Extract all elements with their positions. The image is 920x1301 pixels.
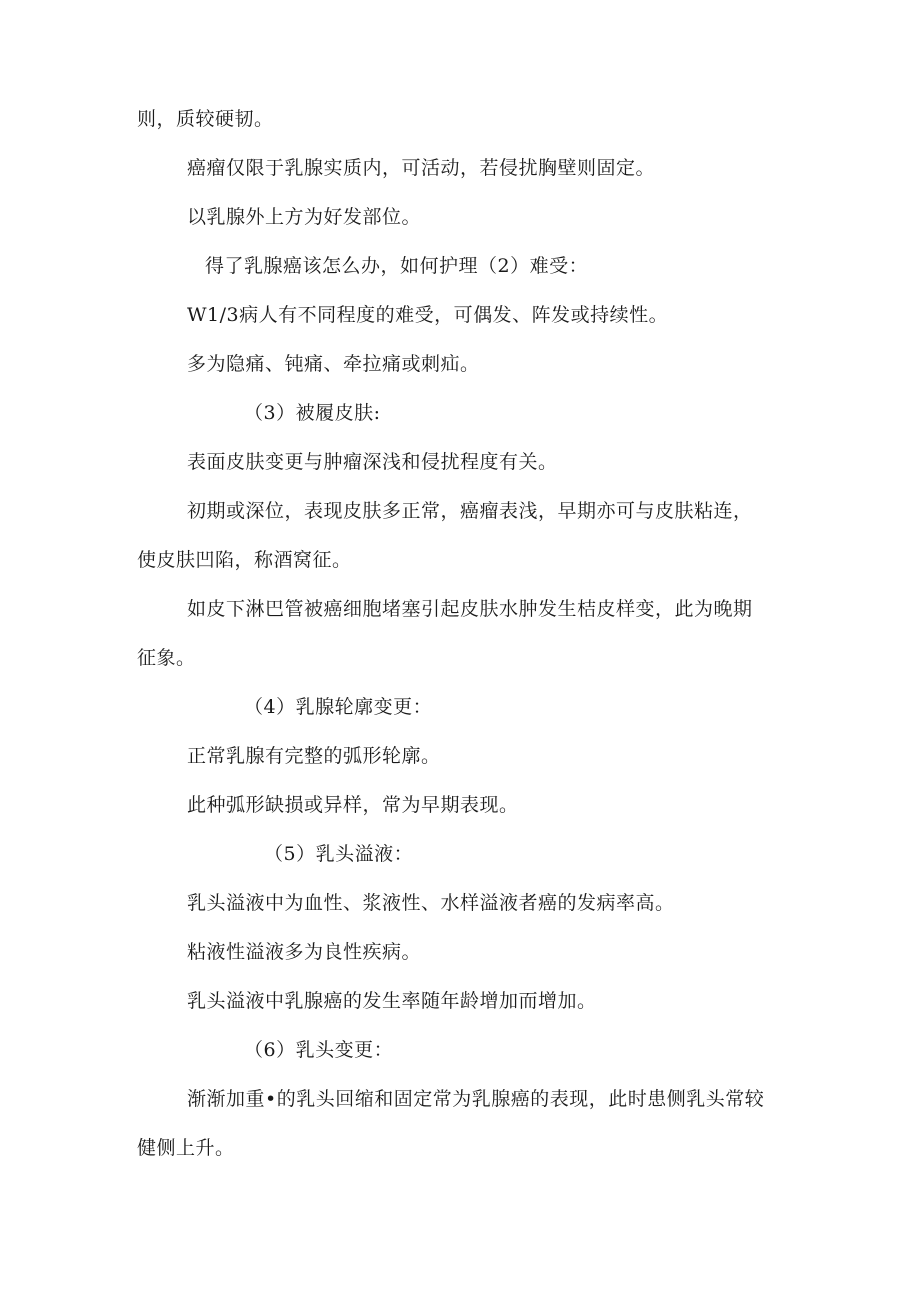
heading-5: （5）乳头溢液： [264,843,414,865]
text-line-9: 初期或深位，表现皮肤多正常，癌瘤表浅，早期亦可与皮肤粘连， [187,500,753,522]
text-line-6: 多为隐痛、钝痛、牵拉痛或刺疝。 [187,353,480,375]
text-line-17: 乳头溢液中为血性、浆液性、水样溢液者癌的发病率高。 [187,892,675,914]
text-line-5: W1/3病人有不同程度的难受，可偶发、阵发或持续性。 [187,304,669,326]
heading-6: （6）乳头变更： [244,1039,394,1061]
text-line-21: 渐渐加重•的乳头回缩和固定常为乳腺癌的表现，此时患侧乳头常较 [187,1088,765,1110]
heading-care: 得了乳腺癌该怎么办，如何护理（2）难受： [205,255,589,277]
text-line-14: 正常乳腺有完整的弧形轮廓。 [187,745,441,767]
text-line-12: 征象。 [137,647,196,669]
heading-3: （3）被履皮肤: [244,402,381,424]
text-line-3: 以乳腺外上方为好发部位。 [187,206,422,228]
text-line-1: 则，质较硬韧。 [137,108,274,130]
heading-4: （4）乳腺轮廓变更： [244,696,433,718]
text-line-19: 乳头溢液中乳腺癌的发生率随年龄增加而增加。 [187,990,597,1012]
text-line-15: 此种弧形缺损或异样，常为早期表现。 [187,794,519,816]
text-line-2: 癌瘤仅限于乳腺实质内，可活动，若侵扰胸壁则固定。 [187,157,656,179]
text-line-11: 如皮下淋巴管被癌细胞堵塞引起皮肤水肿发生桔皮样变，此为晚期 [187,598,753,620]
text-line-8: 表面皮肤变更与肿瘤深浅和侵扰程度有关。 [187,451,558,473]
text-line-18: 粘液性溢液多为良性疾病。 [187,941,422,963]
text-line-10: 使皮肤凹陷，称酒窝征。 [137,549,352,571]
text-line-22: 健侧上升。 [137,1137,235,1159]
